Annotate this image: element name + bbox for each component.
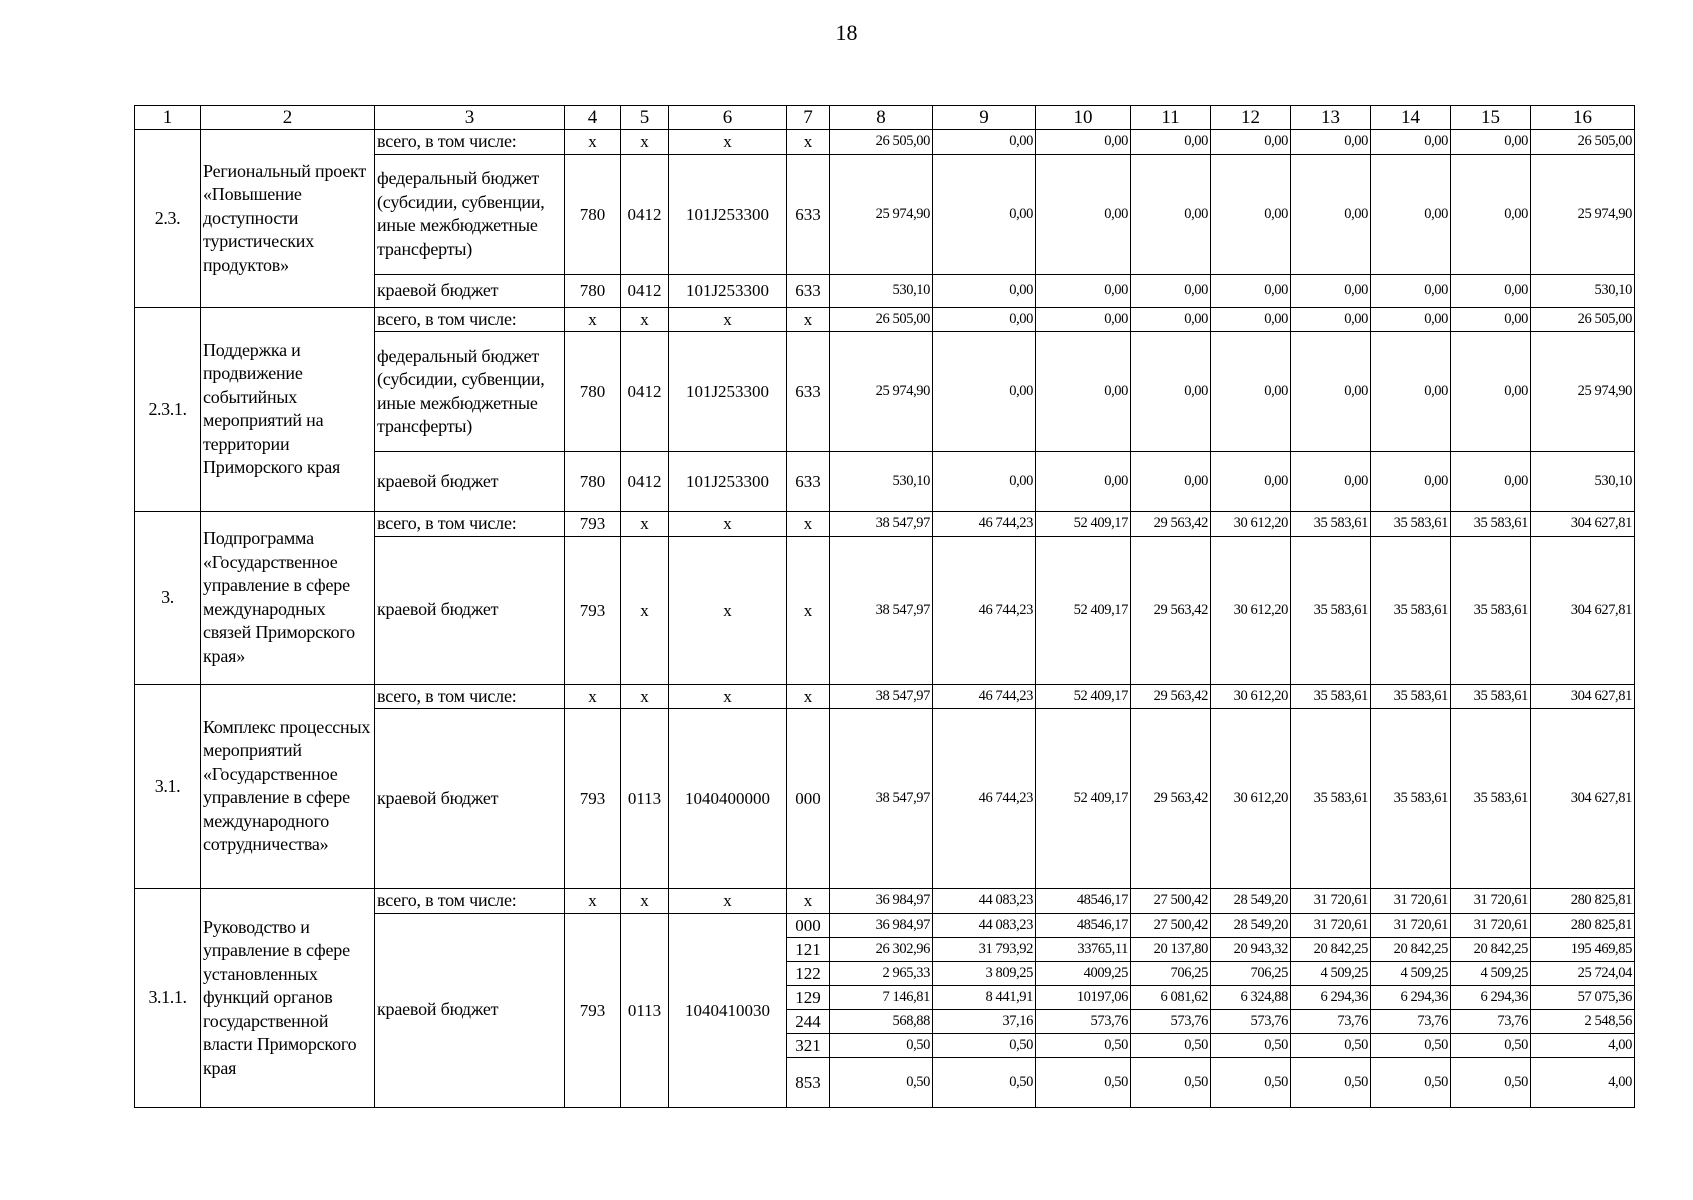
code-cell-c4: x [565,130,621,155]
value-cell-8: 26 302,96 [830,937,933,961]
code-cell-c5: x [621,130,669,155]
value-cell-10: 0,00 [1036,307,1131,332]
value-cell-12: 28 549,20 [1211,913,1291,937]
value-cell-16: 26 505,00 [1531,130,1635,155]
value-cell-8: 36 984,97 [830,889,933,914]
item-number: 3.1.1. [135,889,201,1108]
value-cell-10: 573,76 [1036,1009,1131,1033]
code-cell-c5: 0412 [621,274,669,307]
code-cell-c7: x [787,889,830,914]
value-cell-12: 0,00 [1211,332,1291,452]
value-cell-12: 6 324,88 [1211,985,1291,1009]
value-cell-11: 29 563,42 [1131,684,1211,709]
code-cell-c7: 633 [787,332,830,452]
code-cell-c7: x [787,130,830,155]
value-cell-9: 44 083,23 [933,913,1036,937]
code-cell-c4: x [565,307,621,332]
value-cell-8: 530,10 [830,452,933,512]
code-cell-c5: x [621,307,669,332]
code-cell-c7: x [787,512,830,537]
code-cell-c5: x [621,684,669,709]
code-cell-c5: 0412 [621,452,669,512]
value-cell-13: 20 842,25 [1291,937,1371,961]
source-cell: краевой бюджет [375,274,565,307]
value-cell-10: 4009,25 [1036,961,1131,985]
column-header-3: 3 [375,106,565,130]
value-cell-9: 8 441,91 [933,985,1036,1009]
value-cell-11: 29 563,42 [1131,512,1211,537]
value-cell-15: 73,76 [1451,1009,1531,1033]
value-cell-13: 0,50 [1291,1033,1371,1057]
column-header-6: 6 [669,106,787,130]
value-cell-10: 0,00 [1036,332,1131,452]
value-cell-13: 35 583,61 [1291,536,1371,684]
value-cell-15: 0,00 [1451,307,1531,332]
value-cell-14: 0,00 [1371,332,1451,452]
column-header-11: 11 [1131,106,1211,130]
value-cell-12: 20 943,32 [1211,937,1291,961]
value-cell-15: 20 842,25 [1451,937,1531,961]
value-cell-16: 25 974,90 [1531,154,1635,274]
value-cell-9: 31 793,92 [933,937,1036,961]
code-cell-c5: x [621,512,669,537]
value-cell-9: 0,00 [933,130,1036,155]
code-cell-c4: 780 [565,332,621,452]
code-cell-c5: 0113 [621,709,669,889]
value-cell-8: 38 547,97 [830,684,933,709]
value-cell-15: 0,00 [1451,452,1531,512]
value-cell-13: 6 294,36 [1291,985,1371,1009]
value-cell-14: 35 583,61 [1371,709,1451,889]
code-cell-c4: 780 [565,452,621,512]
value-cell-15: 6 294,36 [1451,985,1531,1009]
value-cell-13: 0,00 [1291,307,1371,332]
value-cell-12: 30 612,20 [1211,709,1291,889]
source-cell: федеральный бюджет (субсидии, субвенции, иные межбюджетные трансферты) [375,154,565,274]
header-row [135,106,1635,130]
value-cell-16: 26 505,00 [1531,307,1635,332]
value-cell-9: 46 744,23 [933,709,1036,889]
value-cell-8: 0,50 [830,1033,933,1057]
value-cell-8: 568,88 [830,1009,933,1033]
column-header-12: 12 [1211,106,1291,130]
value-cell-10: 52 409,17 [1036,709,1131,889]
value-cell-12: 706,25 [1211,961,1291,985]
value-cell-10: 52 409,17 [1036,684,1131,709]
value-cell-14: 0,00 [1371,154,1451,274]
value-cell-15: 35 583,61 [1451,684,1531,709]
value-cell-9: 0,00 [933,154,1036,274]
code-cell-c6: 101J253300 [669,274,787,307]
code-cell-c7: 321 [787,1033,830,1057]
code-cell-c6: 101J253300 [669,154,787,274]
value-cell-13: 4 509,25 [1291,961,1371,985]
code-cell-c7: 244 [787,1009,830,1033]
value-cell-12: 573,76 [1211,1009,1291,1033]
value-cell-15: 0,00 [1451,332,1531,452]
value-cell-13: 0,00 [1291,332,1371,452]
source-cell: всего, в том числе: [375,307,565,332]
item-number: 2.3. [135,130,201,308]
item-number: 3. [135,512,201,685]
value-cell-12: 0,00 [1211,452,1291,512]
code-cell-c6: 1040400000 [669,709,787,889]
value-cell-11: 6 081,62 [1131,985,1211,1009]
item-name: Комплекс процессных мероприятий «Государственное управление в сфере международного сотрудничества» [201,684,375,889]
source-cell: краевой бюджет [375,536,565,684]
code-cell-c4: 793 [565,536,621,684]
value-cell-8: 530,10 [830,274,933,307]
value-cell-16: 304 627,81 [1531,512,1635,537]
value-cell-13: 35 583,61 [1291,512,1371,537]
value-cell-8: 38 547,97 [830,536,933,684]
code-cell-c5: x [621,889,669,914]
code-cell-c7: 853 [787,1057,830,1107]
code-cell-c4: x [565,684,621,709]
value-cell-11: 27 500,42 [1131,913,1211,937]
value-cell-15: 0,50 [1451,1057,1531,1107]
value-cell-15: 35 583,61 [1451,512,1531,537]
value-cell-11: 27 500,42 [1131,889,1211,914]
value-cell-14: 35 583,61 [1371,536,1451,684]
column-header-7: 7 [787,106,830,130]
value-cell-15: 35 583,61 [1451,709,1531,889]
value-cell-11: 706,25 [1131,961,1211,985]
value-cell-9: 37,16 [933,1009,1036,1033]
value-cell-10: 10197,06 [1036,985,1131,1009]
budget-table [134,105,1635,1108]
value-cell-11: 0,00 [1131,452,1211,512]
column-header-2: 2 [201,106,375,130]
value-cell-14: 31 720,61 [1371,889,1451,914]
value-cell-8: 25 974,90 [830,332,933,452]
table-row [135,889,1635,914]
code-cell-c6: x [669,889,787,914]
value-cell-10: 0,00 [1036,154,1131,274]
value-cell-12: 30 612,20 [1211,684,1291,709]
code-cell-c5: 0113 [621,913,669,1107]
page-number: 18 [835,20,858,45]
value-cell-10: 52 409,17 [1036,536,1131,684]
value-cell-11: 29 563,42 [1131,536,1211,684]
value-cell-10: 48546,17 [1036,889,1131,914]
value-cell-16: 304 627,81 [1531,709,1635,889]
value-cell-15: 31 720,61 [1451,913,1531,937]
value-cell-9: 0,00 [933,332,1036,452]
value-cell-11: 0,00 [1131,154,1211,274]
value-cell-14: 31 720,61 [1371,913,1451,937]
value-cell-8: 0,50 [830,1057,933,1107]
source-cell: всего, в том числе: [375,512,565,537]
column-header-14: 14 [1371,106,1451,130]
source-cell: краевой бюджет [375,452,565,512]
column-header-8: 8 [830,106,933,130]
code-cell-c5: x [621,536,669,684]
value-cell-15: 35 583,61 [1451,536,1531,684]
value-cell-16: 57 075,36 [1531,985,1635,1009]
value-cell-9: 0,50 [933,1033,1036,1057]
code-cell-c4: 780 [565,274,621,307]
source-cell: всего, в том числе: [375,130,565,155]
code-cell-c7: 633 [787,452,830,512]
source-cell: краевой бюджет [375,709,565,889]
value-cell-13: 0,00 [1291,452,1371,512]
value-cell-8: 7 146,81 [830,985,933,1009]
value-cell-14: 0,00 [1371,130,1451,155]
item-name: Руководство и управление в сфере установленных функций органов государственной власти Приморского края [201,889,375,1108]
code-cell-c7: x [787,536,830,684]
code-cell-c7: x [787,684,830,709]
value-cell-9: 46 744,23 [933,512,1036,537]
value-cell-15: 31 720,61 [1451,889,1531,914]
value-cell-16: 280 825,81 [1531,913,1635,937]
value-cell-13: 0,00 [1291,154,1371,274]
value-cell-9: 0,00 [933,307,1036,332]
value-cell-14: 35 583,61 [1371,684,1451,709]
column-header-13: 13 [1291,106,1371,130]
value-cell-16: 2 548,56 [1531,1009,1635,1033]
value-cell-8: 26 505,00 [830,307,933,332]
value-cell-16: 25 974,90 [1531,332,1635,452]
source-cell: всего, в том числе: [375,889,565,914]
value-cell-12: 28 549,20 [1211,889,1291,914]
value-cell-10: 0,50 [1036,1057,1131,1107]
value-cell-15: 0,00 [1451,130,1531,155]
value-cell-16: 304 627,81 [1531,536,1635,684]
code-cell-c4: 793 [565,709,621,889]
code-cell-c6: x [669,130,787,155]
value-cell-12: 0,50 [1211,1033,1291,1057]
value-cell-10: 0,50 [1036,1033,1131,1057]
value-cell-14: 0,00 [1371,274,1451,307]
code-cell-c5: 0412 [621,154,669,274]
value-cell-9: 0,50 [933,1057,1036,1107]
code-cell-c4: x [565,889,621,914]
value-cell-11: 29 563,42 [1131,709,1211,889]
value-cell-13: 0,00 [1291,130,1371,155]
value-cell-16: 25 724,04 [1531,961,1635,985]
value-cell-15: 4 509,25 [1451,961,1531,985]
value-cell-10: 0,00 [1036,274,1131,307]
item-number: 2.3.1. [135,307,201,512]
code-cell-c7: x [787,307,830,332]
column-header-10: 10 [1036,106,1131,130]
item-name: Подпрограмма «Государственное управление в сфере международных связей Приморского края» [201,512,375,685]
value-cell-14: 0,00 [1371,452,1451,512]
column-header-9: 9 [933,106,1036,130]
code-cell-c7: 633 [787,154,830,274]
code-cell-c4: 793 [565,512,621,537]
value-cell-11: 0,50 [1131,1057,1211,1107]
value-cell-11: 0,00 [1131,332,1211,452]
value-cell-15: 0,50 [1451,1033,1531,1057]
value-cell-11: 0,00 [1131,130,1211,155]
value-cell-12: 30 612,20 [1211,536,1291,684]
value-cell-8: 26 505,00 [830,130,933,155]
value-cell-14: 35 583,61 [1371,512,1451,537]
value-cell-15: 0,00 [1451,274,1531,307]
value-cell-10: 52 409,17 [1036,512,1131,537]
table-row [135,684,1635,709]
code-cell-c4: 793 [565,913,621,1107]
code-cell-c7: 633 [787,274,830,307]
code-cell-c7: 129 [787,985,830,1009]
code-cell-c6: 101J253300 [669,332,787,452]
value-cell-10: 48546,17 [1036,913,1131,937]
value-cell-12: 0,00 [1211,130,1291,155]
value-cell-9: 0,00 [933,452,1036,512]
value-cell-14: 0,50 [1371,1033,1451,1057]
column-header-4: 4 [565,106,621,130]
code-cell-c6: x [669,307,787,332]
source-cell: краевой бюджет [375,913,565,1107]
table-row [135,307,1635,332]
value-cell-13: 31 720,61 [1291,913,1371,937]
value-cell-9: 46 744,23 [933,536,1036,684]
value-cell-16: 304 627,81 [1531,684,1635,709]
code-cell-c7: 000 [787,709,830,889]
value-cell-13: 31 720,61 [1291,889,1371,914]
column-header-16: 16 [1531,106,1635,130]
value-cell-8: 25 974,90 [830,154,933,274]
table-row [135,130,1635,155]
value-cell-14: 0,50 [1371,1057,1451,1107]
value-cell-10: 0,00 [1036,452,1131,512]
code-cell-c6: x [669,512,787,537]
value-cell-16: 4,00 [1531,1057,1635,1107]
value-cell-11: 0,50 [1131,1033,1211,1057]
code-cell-c6: x [669,536,787,684]
column-header-5: 5 [621,106,669,130]
value-cell-9: 0,00 [933,274,1036,307]
value-cell-14: 73,76 [1371,1009,1451,1033]
code-cell-c7: 122 [787,961,830,985]
column-header-15: 15 [1451,106,1531,130]
value-cell-12: 0,50 [1211,1057,1291,1107]
value-cell-8: 2 965,33 [830,961,933,985]
value-cell-11: 20 137,80 [1131,937,1211,961]
value-cell-13: 35 583,61 [1291,709,1371,889]
value-cell-12: 0,00 [1211,307,1291,332]
value-cell-9: 44 083,23 [933,889,1036,914]
code-cell-c7: 121 [787,937,830,961]
value-cell-8: 38 547,97 [830,709,933,889]
value-cell-14: 6 294,36 [1371,985,1451,1009]
value-cell-16: 530,10 [1531,274,1635,307]
value-cell-11: 0,00 [1131,274,1211,307]
item-name: Региональный проект «Повышение доступности туристических продуктов» [201,130,375,308]
value-cell-8: 38 547,97 [830,512,933,537]
value-cell-15: 0,00 [1451,154,1531,274]
value-cell-16: 4,00 [1531,1033,1635,1057]
code-cell-c6: 101J253300 [669,452,787,512]
code-cell-c4: 780 [565,154,621,274]
value-cell-14: 0,00 [1371,307,1451,332]
value-cell-9: 46 744,23 [933,684,1036,709]
value-cell-14: 4 509,25 [1371,961,1451,985]
item-number: 3.1. [135,684,201,889]
code-cell-c6: x [669,684,787,709]
code-cell-c5: 0412 [621,332,669,452]
value-cell-13: 73,76 [1291,1009,1371,1033]
value-cell-16: 195 469,85 [1531,937,1635,961]
value-cell-8: 36 984,97 [830,913,933,937]
value-cell-13: 0,50 [1291,1057,1371,1107]
value-cell-11: 0,00 [1131,307,1211,332]
source-cell: всего, в том числе: [375,684,565,709]
table-row [135,512,1635,537]
source-cell: федеральный бюджет (субсидии, субвенции, иные межбюджетные трансферты) [375,332,565,452]
value-cell-10: 0,00 [1036,130,1131,155]
value-cell-16: 530,10 [1531,452,1635,512]
value-cell-10: 33765,11 [1036,937,1131,961]
value-cell-12: 0,00 [1211,154,1291,274]
value-cell-14: 20 842,25 [1371,937,1451,961]
code-cell-c6: 1040410030 [669,913,787,1107]
value-cell-16: 280 825,81 [1531,889,1635,914]
value-cell-13: 0,00 [1291,274,1371,307]
value-cell-11: 573,76 [1131,1009,1211,1033]
code-cell-c7: 000 [787,913,830,937]
value-cell-12: 30 612,20 [1211,512,1291,537]
item-name: Поддержка и продвижение событийных мероприятий на территории Приморского края [201,307,375,512]
column-header-1: 1 [135,106,201,130]
value-cell-13: 35 583,61 [1291,684,1371,709]
value-cell-9: 3 809,25 [933,961,1036,985]
value-cell-12: 0,00 [1211,274,1291,307]
